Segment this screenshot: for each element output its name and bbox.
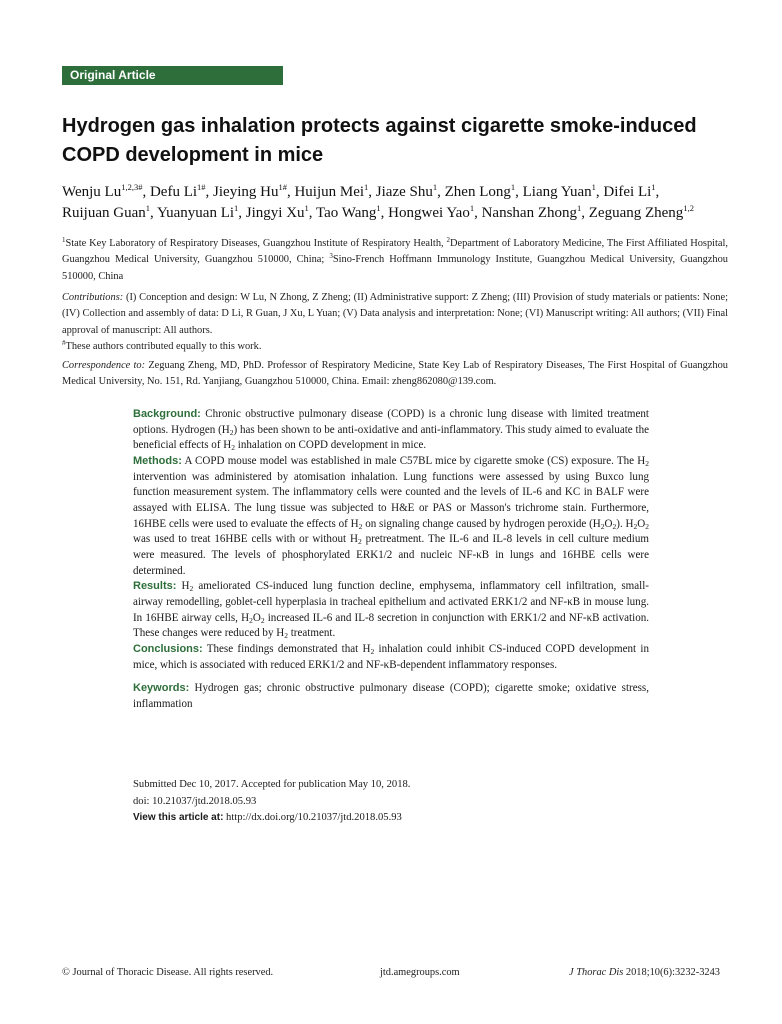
author: Nanshan Zhong$^1$ <box>481 203 582 221</box>
author: Wenju $Lu^{1,2,3\#}$ <box>62 182 143 200</box>
section-label: Conclusions: <box>133 642 203 655</box>
contributions: Contributions: (I) Conception and design: W Lu, N Zhong, Z Zheng; (II) Administrative support: Z Zheng; (III) Provision of study materials or patients: None; (IV) Collection and assembly of data: D Li, R Guan, J Xu, L Yuan; (V) Data analysis and interpretation: None; (VI) Manuscript writing: All authors; (VII) Final approval of manuscript: All authors. <box>62 292 728 336</box>
article-title: Hydrogen gas inhalation protects against cigarette smoke-induced COPD development in mice <box>62 115 697 166</box>
author: Hongwei Yao$^1$ <box>388 203 475 221</box>
section-label: Background: <box>133 408 201 420</box>
author: Jiaze Shu$^1$ <box>375 182 438 200</box>
abstract-results: Results: $H_2$ ameliorated CS-induced lung function decline, emphysema, inflammatory cell infiltration, small-airway remodelling, goblet-cell hyperplasia in tracheal epithelium and activated ERK1/2 and NF-κB in mouse lung. In 16HBE airway cells, $H_2O_2$ increased IL-6 and IL-8 secretion in conjunction with ERK1/2 and NF-κB activation. These changes were reduced by $H_2$ treatment. <box>133 580 649 641</box>
section-label: Keywords: <box>133 682 190 695</box>
view-article: View this article at: http://dx.doi.org/10.21037/jtd.2018.05.93 <box>133 812 402 823</box>
abstract-conclusions: Conclusions: These findings demonstrated that $H_2$ inhalation could inhibit CS-induced COPD development in mice, which is associated with reduced ERK1/2 and NF-κB-dependent inflammatory responses. <box>133 642 649 671</box>
author: Zhen Long$^1$ <box>444 182 516 200</box>
footer-copyright: © Journal of Thoracic Disease. All rights reserved. <box>62 967 274 978</box>
author: Jieying $Hu^{1\#}$ <box>213 182 287 200</box>
author: Yuanyuan Li$^1$ <box>156 203 239 221</box>
submission-dates: Submitted Dec 10, 2017. Accepted for publication May 10, 2018. <box>133 779 411 790</box>
article-type-badge: Original Article <box>62 66 283 85</box>
abstract <box>133 407 649 712</box>
abstract-keywords: Keywords: Hydrogen gas; chronic obstructive pulmonary disease (COPD); cigarette smoke; oxidative stress, inflammation <box>133 682 649 710</box>
author-list: Wenju $Lu^{1,2,3\#}$, Defu $Li^{1\#}$, Jieying $Hu^{1\#}$, Huijun Mei$^1$, Jiaze Shu$^1$, Zhen Long$^1$, Liang Yuan$^1$, Difei Li$^1$, Ruijuan Guan$^1$, Yuanyuan Li$^1$, Jingyi Xu$^1$, Tao Wang$^1$, Hongwei Yao$^1$, Nanshan Zhong$^1$, Zeguang Zheng$^{1,2}$ <box>62 182 694 221</box>
author: Difei Li$^1$ <box>603 182 656 200</box>
author: Ruijuan Guan$^1$ <box>62 203 150 221</box>
section-label: Methods: <box>133 454 182 467</box>
section-label: Results: <box>133 580 177 593</box>
author: Tao Wang$^1$ <box>316 203 381 221</box>
abstract-background: Background: Chronic obstructive pulmonary disease (COPD) is a chronic lung disease with limited treatment options. Hydrogen $(H_2)$ has been shown to be anti-oxidative and anti-inflammatory. This study aimed to evaluate the beneficial effects of $H_2$ inhalation on COPD development in mice. <box>133 408 649 453</box>
article-link[interactable]: http://dx.doi.org/10.21037/jtd.2018.05.93 <box>223 812 402 823</box>
author: Zeguang Zheng$^{1,2}$ <box>588 203 694 221</box>
author: Liang Yuan$^1$ <box>522 182 596 200</box>
author: Defu $Li^{1\#}$ <box>149 182 206 200</box>
submission-info <box>133 777 649 827</box>
correspondence: Correspondence to: Zeguang Zheng, MD, PhD. Professor of Respiratory Medicine, State Key Lab of Respiratory Diseases, The First Hospital of Guangzhou Medical University, No. 151, Rd. Yanjiang, Guangzhou 510000, China. Email: zheng862080@139.com. <box>62 360 729 388</box>
abstract-methods: Methods: A COPD mouse model was established in male C57BL mice by cigarette smoke (CS) exposure. The $H_2$ intervention was administered by atomisation inhalation. Lung functions were assessed by using Buxco lung function measurement system. The inflammatory cells were counted and the levels of IL-6 and KC in BALF were assayed with ELISA. The lung tissue was subjected to H&E or PAS or Masson's trichrome stain. Furthermore, 16HBE cells were used to evaluate the effects of $H_2$ on signaling change caused by hydrogen peroxide $(H_2O_2)$. $H_2O_2$ was used to treat 16HBE cells with or without $H_2$ pretreatment. The IL-6 and IL-8 levels in cell culture medium were measured. The levels of phosphorylated ERK1/2 and nucleic NF-κB in lungs and 16HBE cells were determined. <box>133 454 649 577</box>
equal-contribution-note: #These authors contributed equally to this work. <box>62 339 262 352</box>
affiliations: $^1$State Key Laboratory of Respiratory Diseases, Guangzhou Institute of Respiratory Health, $^2$Department of Laboratory Medicine, The First Affiliated Hospital, Guangzhou Medical University, Guangzhou 510000, China; $^3$Sino-French Hoffmann Immunology Institute, Guangzhou Medical University, Guangzhou 510000, China <box>62 236 729 282</box>
author: Huijun Mei$^1$ <box>294 182 369 200</box>
footer-site[interactable]: jtd.amegroups.com <box>380 967 460 978</box>
footer-citation: J Thorac Dis 2018;10(6):3232-3243 <box>569 967 720 978</box>
author: Jingyi Xu$^1$ <box>245 203 309 221</box>
doi[interactable]: doi: 10.21037/jtd.2018.05.93 <box>133 795 257 807</box>
